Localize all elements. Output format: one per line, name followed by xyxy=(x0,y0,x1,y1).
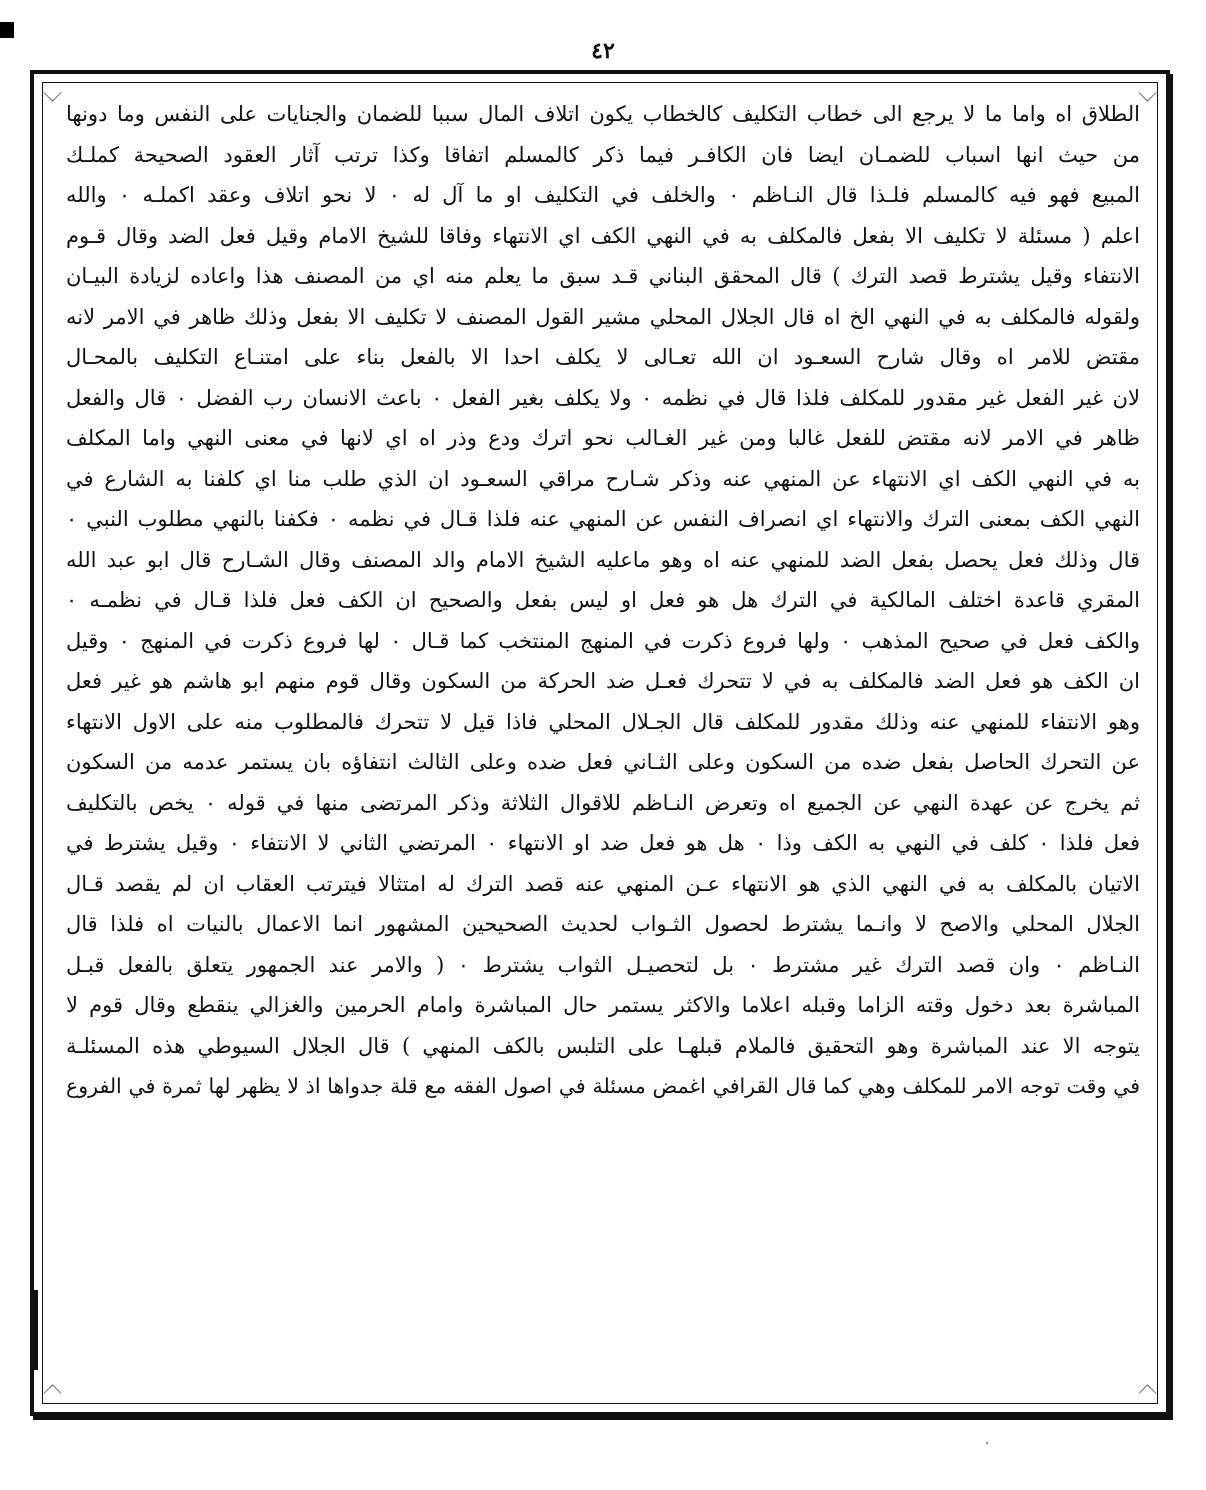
text-line-4: اعلم ( مسئلة لا تكليف الا بفعل فالمكلف به في النهي الكف اي الانتهاء وفاقا للشيخ الامام وقيل فعل الضد وقال قـوم xyxy=(66,223,1140,248)
text-line-22: النـاظم ۰ وان قصد الترك غير مشترط ۰ بل لتحصيـل الثواب يشترط ۰ ( والامر عند الجمهور يتعلق بالفعل قبـل xyxy=(66,952,1140,977)
text-line-17: عن التحرك الحاصل بفعل ضده من السكون وعلى الثـاني فعل ضده وعلى الثالث انتفاؤه بان يستمر عدمه من السكون xyxy=(66,750,1140,774)
text-line-19: فعل فلذا ۰ كلف في النهي به الكف وذا ۰ هل هو فعل ضد او الانتهاء ۰ المرتضي الثاني لا الانتفاء ۰ وقيل يشترط في xyxy=(66,831,1140,855)
scan-speck xyxy=(986,1442,988,1444)
border-corner-ornament xyxy=(1139,84,1157,102)
margin-rule xyxy=(34,1290,38,1370)
text-line-9: ظاهر في الامر لانه مقتض للفعل غالبا ومن غير الغـالب نحو اترك ودع وذر اه اي لانها في معنى النهي واما المكلف xyxy=(66,426,1140,450)
text-line-24: يتوجه الا عند المباشرة وهو التحقيق فالملام قبلهـا على التلبس بالكف المنهي ) قال الجلال السيوطي هذه المسئلـة xyxy=(66,1033,1140,1058)
text-line-16: وهو الانتفاء للمنهي عنه وذلك مقدور للمكلف قال الجـلال المحلي فاذا قيل لا تتحرك فالمطلوب منه على الاول الانتهاء xyxy=(66,709,1140,734)
border-corner-ornament xyxy=(44,1385,62,1403)
text-line-12: قال وذلك فعل يحصل بفعل الضد للمنهي عنه اه وهو ماعليه الشيخ الامام والد المصنف وقال الشـارح قال ابو عبد الله xyxy=(66,547,1140,572)
text-line-1: الطلاق اه واما ما لا يرجع الى خطاب التكليف كالخطاب يكون اتلاف المال سببا للضمان والجنايات على النفس وما دونها xyxy=(66,102,1140,126)
text-line-18: ثم يخرج عن عهدة النهي عن الجميع اه وتعرض النـاظم للاقوال الثلاثة وذكر المرتضى منها في قوله ۰ يخص بالتكليف xyxy=(66,790,1140,815)
text-line-10: به في النهي الكف اي الانتهاء عن المنهي عنه وذكر شـارح مراقي السعـود ان الذي طلب منا اي كلفنا به الشارع في xyxy=(66,466,1140,491)
text-line-25: في وقت توجه الامر للمكلف وهي كما قال القرافي اغمض مسئلة في اصول الفقه مع قلة جدواها اذ لا يظهر لها ثمرة في الفروع xyxy=(66,1074,1140,1098)
body-text xyxy=(66,94,1140,1390)
page-number: ٤٢ xyxy=(591,38,615,64)
text-line-2: من حيث انها اسباب للضمـان ايضا فان الكافـر فيما ذكر كالمسلم اتفاقا وكذا ترتب آثار العقود الصحيحة كملـك xyxy=(66,142,1140,167)
text-line-23: المباشرة بعد دخول وقته الزاما وقبله اعلاما والاكثر يستمر حال المباشرة وامام الحرمين والغزالي ينقطع وقال قوم لا xyxy=(66,993,1140,1017)
text-line-8: لان غير الفعل غير مقدور للمكلف فلذا قال في نظمه ۰ ولا يكلف بغير الفعل ۰ باعث الانسان رب الفضل ۰ قال والفعل xyxy=(66,385,1140,410)
text-line-7: مقتض للامر اه وقال شارح السعـود ان الله تعـالى لا يكلف احدا الا بالفعل بناء على امتنـاع التكليف بالمحـال xyxy=(66,345,1140,369)
text-line-6: ولقوله فالمكلف به في النهي الخ اه قال الجلال المحلي مشير القول المصنف لا تكليف الا بفعل وذلك ظاهر في الامر لانه xyxy=(66,304,1140,329)
text-line-21: الجلال المحلي والاصح لا وانـما يشترط لحصول الثـواب لحديث الصحيحين المشهور انما الاعمال بالنيات اه فلذا قال xyxy=(66,912,1140,936)
border-corner-ornament xyxy=(1139,1385,1157,1403)
text-line-20: الاتيان بالمكلف به في النهي الذي هو الانتهاء عـن المنهي عنه قصد الترك له امتثالا فيترتب العقاب ان لم يقصد قـال xyxy=(66,871,1140,896)
text-line-14: والكف فعل في صحيح المذهب ۰ ولها فروع ذكرت في المنهج المنتخب كما قـال ۰ لها فروع ذكرت في المنهج ۰ وقيل xyxy=(66,628,1140,653)
scan-corner-mark xyxy=(0,22,14,38)
text-line-11: النهي الكف بمعنى الترك والانتهاء اي انصراف النفس عن المنهي عنه فلذا قـال في نظمه ۰ فكفنا بالنهي مطلوب النبي ۰ xyxy=(66,507,1140,531)
text-line-13: المقري قاعدة اختلف المالكية في الترك هل هو فعل او ليس بفعل والصحيح ان الكف فعل فلذا قـال في نظمـه ۰ xyxy=(66,588,1140,612)
text-line-5: الانتفاء وقيل يشترط قصد الترك ) قال المحقق البناني قـد سبق ما يعلم منه اي من المصنف هذا واعاده لزيادة البيـان xyxy=(66,264,1140,288)
text-line-3: المبيع فهو فيه كالمسلم فلـذا قال النـاظم ۰ والخلف في التكليف او ما آل له ۰ لا نحو اتلاف وعقد اكملـه ۰ والله xyxy=(66,183,1140,207)
text-line-15: ان الكف هو فعل الضد فالمكلف به في لا تتحرك فعـل ضد الحركة من السكون وقال قوم منهم ابو هاشم هو غير فعل xyxy=(66,669,1140,693)
border-corner-ornament xyxy=(44,84,62,102)
